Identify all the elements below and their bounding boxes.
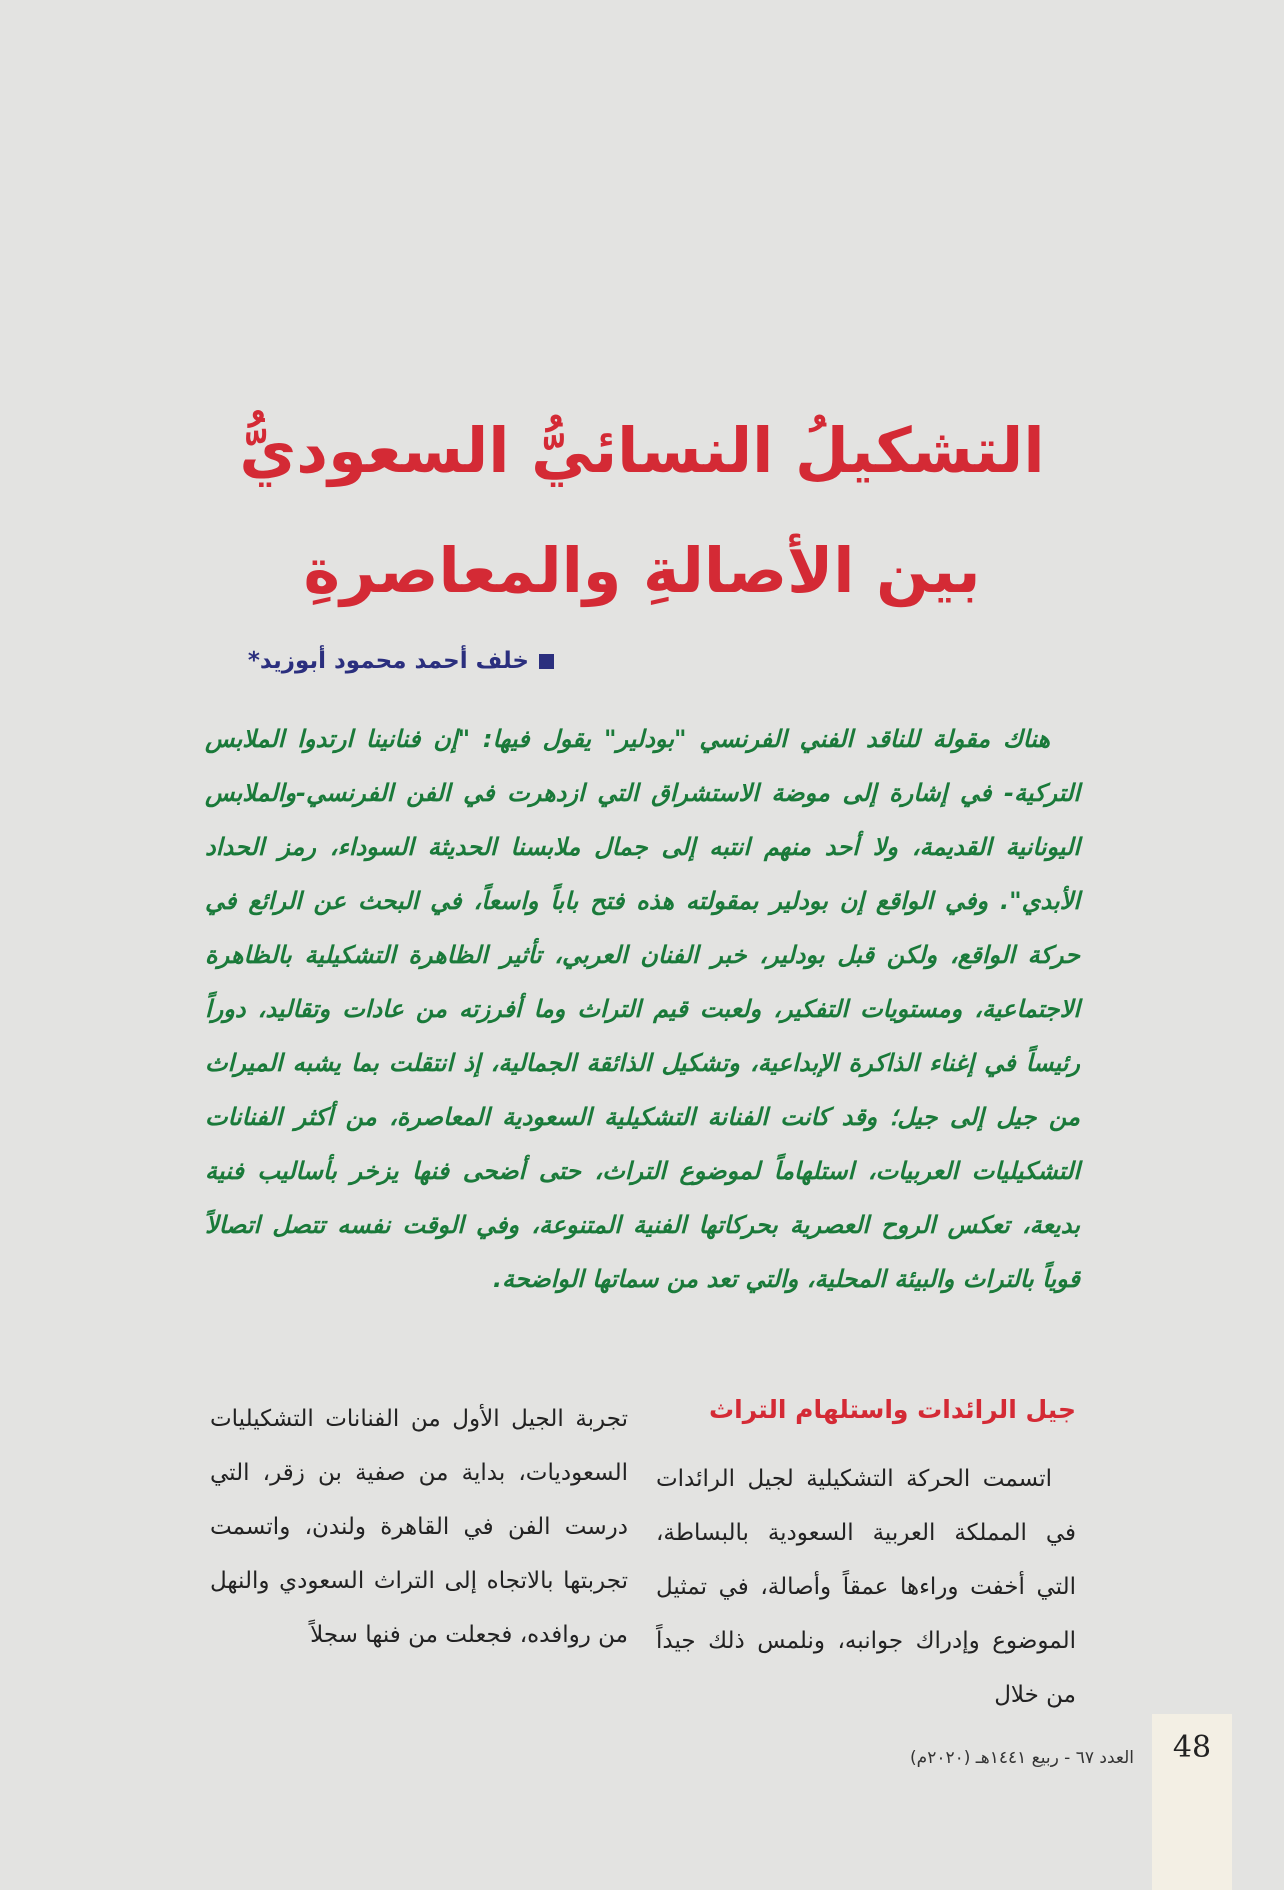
author-byline (248, 648, 554, 674)
article-title-line-2: بين الأصالةِ والمعاصرةِ (303, 534, 981, 607)
author-name: خلف أحمد محمود أبوزيد* (247, 648, 529, 674)
body-paragraph-right: اتسمت الحركة التشكيلية لجيل الرائدات في المملكة العربية السعودية بالبساطة، التي أخفت وراءها عمقاً وأصالة، في تمثيل الموضوع وإدراك جوانبه، ونلمس ذلك جيداً من خلال (656, 1466, 1076, 1708)
article-intro (205, 712, 1080, 1306)
intro-paragraph: هناك مقولة للناقد الفني الفرنسي "بودلير" يقول فيها: "إن فنانينا ارتدوا الملابس التركية- في إشارة إلى موضة الاستشراق التي ازدهرت في الفن الفرنسي-والملابس اليونانية القديمة، ولا أحد منهم انتبه إلى جمال ملابسنا الحديثة السوداء، رمز الحداد الأبدي". وفي الواقع إن بودلير بمقولته هذه فتح باباً واسعاً، في البحث عن الرائع في حركة الواقع، ولكن قبل بودلير، خبر الفنان العربي، تأثير الظاهرة التشكيلية بالظاهرة الاجتماعية، ومستويات التفكير، ولعبت قيم التراث وما أفرزته من عادات وتقاليد، دوراً رئيساً في إغناء الذاكرة الإبداعية، وتشكيل الذائقة الجمالية، إذ انتقلت بما يشبه الميراث من جيل إلى جيل؛ وقد كانت الفنانة التشكيلية السعودية المعاصرة، من أكثر الفنانات التشكيليات العربيات، استلهاماً لموضوع التراث، حتى أضحى فنها يزخر بأساليب فنية بديعة، تعكس الروح العصرية بحركاتها الفنية المتنوعة، وفي الوقت نفسه تتصل اتصالاً قوياً بالتراث والبيئة المحلية، والتي تعد من سماتها الواضحة. (205, 725, 1080, 1293)
body-paragraph-left: تجربة الجيل الأول من الفنانات التشكيليات السعوديات، بداية من صفية بن زقر، التي درست الفن في القاهرة ولندن، واتسمت تجربتها بالاتجاه إلى التراث السعودي والنهل من روافده، فجعلت من فنها سجلاً (210, 1406, 628, 1648)
issue-info: العدد ٦٧ - ربيع ١٤٤١هـ (٢٠٢٠م) (910, 1748, 1134, 1768)
section-heading: جيل الرائدات واستلهام التراث (709, 1395, 1076, 1424)
square-bullet-icon (539, 654, 554, 669)
article-title-line-1: التشكيلُ النسائيُّ السعوديُّ (239, 414, 1045, 487)
page-number: 48 (1172, 1730, 1212, 1765)
body-column-right (656, 1390, 1076, 1722)
body-column-left (210, 1392, 628, 1662)
